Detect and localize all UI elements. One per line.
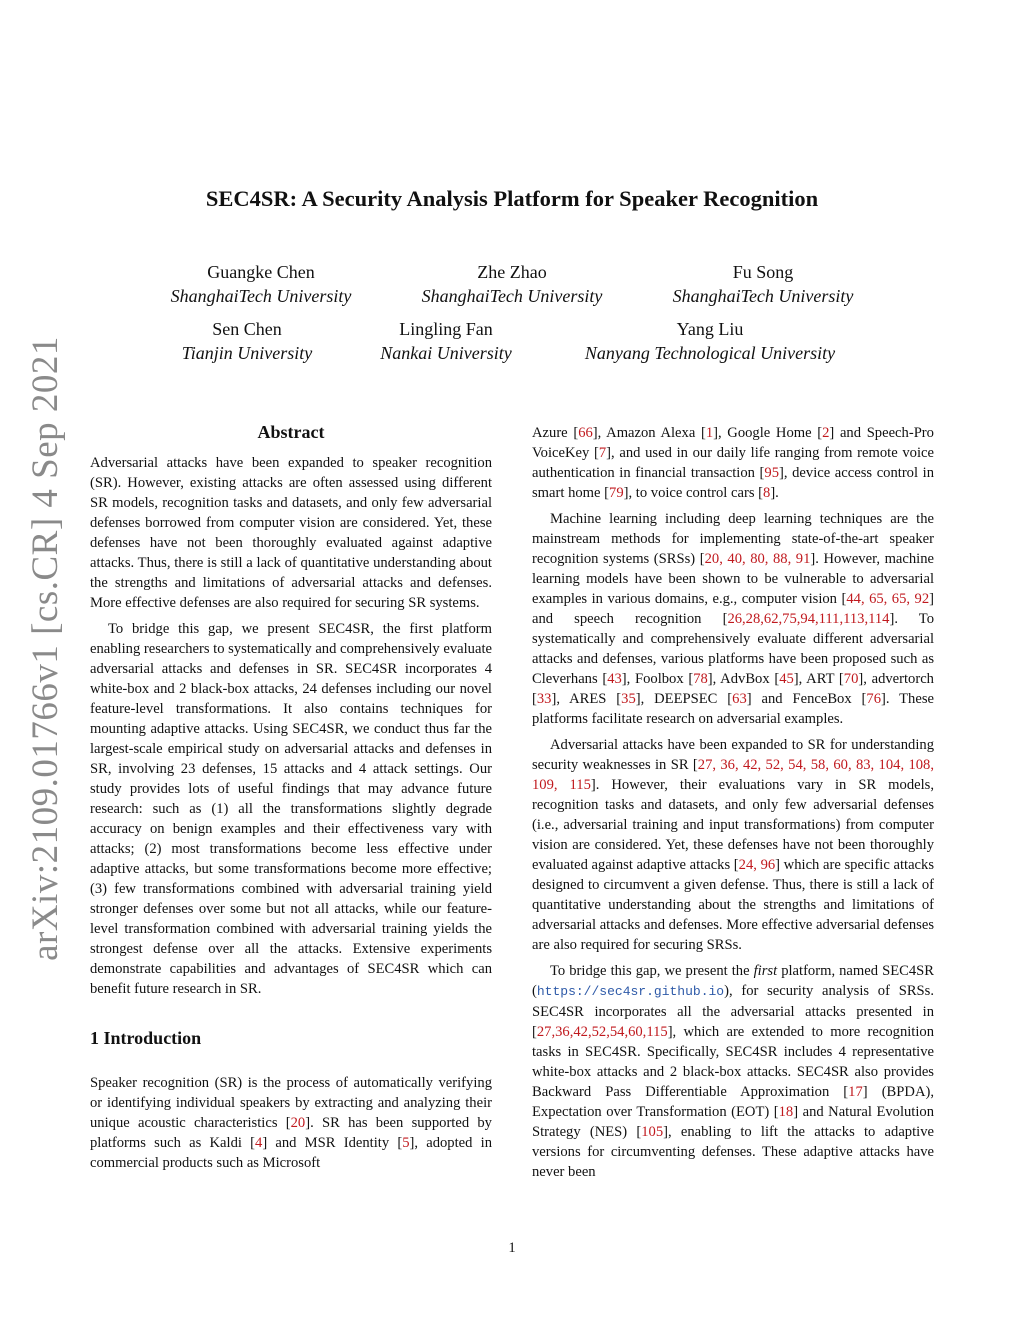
author-name: Sen Chen xyxy=(212,319,282,339)
citation-link[interactable]: 35 xyxy=(621,691,636,707)
citation-link[interactable]: 4 xyxy=(255,1135,263,1151)
citation-link[interactable]: 2 xyxy=(822,425,830,441)
citation-link[interactable]: 95 xyxy=(764,465,779,481)
citation-link[interactable]: 27,36,42,52,54,60,115 xyxy=(536,1024,668,1040)
author-name: Lingling Fan xyxy=(399,319,493,339)
author-block xyxy=(407,260,617,308)
citation-link[interactable]: 70 xyxy=(843,671,859,687)
left-column xyxy=(90,421,492,1179)
citation-link[interactable]: 17 xyxy=(848,1084,863,1100)
author-name: Guangke Chen xyxy=(207,262,315,282)
citation-link[interactable]: 18 xyxy=(778,1104,794,1120)
author-affiliation: Nankai University xyxy=(380,343,512,363)
citation-link[interactable]: 33 xyxy=(536,691,552,707)
author-block xyxy=(167,317,327,365)
body-paragraph: Adversarial attacks have been expanded to SR for understanding security weaknesses in SR [27, 36, 42, 52, 54, 58, 60, 83, 104, 108, 109, 115]. However, their evaluations vary in SR models, recognition tasks and datasets, and only few adversarial defenses (i.e., adversarial training and input transformations) from computer vision are considered. Yet, these defenses have not been thoroughly evaluated against adaptive attacks [24, 96] which are specific attacks designed to circumvent a given defense. Thus, there is still a lack of quantitative understanding about the strengths and limitations of adversarial attacks and defenses. More effective adversarial defenses are also required for securing SRSs. xyxy=(532,737,935,953)
project-url-link[interactable]: https://sec4sr.github.io xyxy=(536,984,725,999)
citation-link[interactable]: 20 xyxy=(290,1115,306,1131)
author-name: Zhe Zhao xyxy=(477,262,547,282)
citation-link[interactable]: 76 xyxy=(866,691,881,707)
citation-link[interactable]: 63 xyxy=(732,691,747,707)
citation-link[interactable]: 43 xyxy=(607,671,622,687)
citation-link[interactable]: 8 xyxy=(763,485,771,501)
citation-link[interactable]: 20, 40, 80, 88, 91 xyxy=(704,551,811,567)
citation-link[interactable]: 78 xyxy=(693,671,708,687)
citation-link[interactable]: 66 xyxy=(578,425,593,441)
emphasis: first xyxy=(753,963,778,979)
author-block xyxy=(366,317,526,365)
intro-paragraph: Speaker recognition (SR) is the process of automatically verifying or identifying individual speakers by extracting and analyzing their unique acoustic characteristics [20]. SR has been supported by platforms such as Kaldi [4] and MSR Identity [5], adopted in commercial products such as Microsoft xyxy=(90,1075,492,1171)
citation-link[interactable]: 24, 96 xyxy=(738,857,776,873)
arxiv-stamp-text: arXiv:2109.01766v1 [cs.CR] 4 Sep 2021 xyxy=(24,335,66,961)
right-column xyxy=(532,423,934,1188)
section-heading: 1 Introduction xyxy=(90,1028,202,1048)
body-paragraph: To bridge this gap, we present the first platform, named SEC4SR (https://sec4sr.github.io), for security analysis of SRSs. SEC4SR incorporates all the adversarial attacks presented in [27,36,42,52,54,60,115], which are extended to more recognition tasks in SEC4SR. Specifically, SEC4SR includes 4 representative white-box attacks and 2 black-box attacks. SEC4SR also provides Backward Pass Differentiable Approximation [17] (BPDA), Expectation over Transformation (EOT) [18] and Natural Evolution Strategy (NES) [105], enabling to lift the attacks to adaptive versions for circumventing defenses. These adaptive attacks have never been xyxy=(532,963,935,1180)
author-block xyxy=(658,260,868,308)
author-block xyxy=(161,260,361,308)
abstract-paragraph: To bridge this gap, we present SEC4SR, the first platform enabling researchers to systematically and comprehensively evaluate adversarial attacks and defenses in SR. SEC4SR incorporates 4 white-box and 2 black-box attacks, 24 defenses including our novel feature-level transformations. It also contains techniques for mounting adaptive attacks. Using SEC4SR, we conduct thus far the largest-scale empirical study on adversarial attacks and defenses in SR, involving 23 defenses, 15 attacks and 4 attack settings. Our study provides lots of useful findings that may advance future research: such as (1) all the transformations slightly degrade accuracy on benign examples and their effectiveness vary with attacks; (2) most transformations become less effective under adaptive attacks, but some transformations become more effective; (3) few transformations combined with adversarial training yield stronger defenses over some but not all attacks, while our feature-level transformation combined with adversarial training yields the strongest defense over all the attacks. Extensive experiments demonstrate capabilities and advantages of SEC4SR which can benefit future research in SR. xyxy=(90,621,492,997)
citation-link[interactable]: 1 xyxy=(705,425,714,441)
author-name: Yang Liu xyxy=(676,319,744,339)
author-block xyxy=(565,317,855,365)
citation-link[interactable]: 105 xyxy=(641,1124,664,1140)
citation-link[interactable]: 27, 36, 42, 52, 54, 58, 60, 83, 104, 108, 109, 115 xyxy=(532,757,934,793)
citation-link[interactable]: 79 xyxy=(609,485,624,501)
page-number: 1 xyxy=(508,1240,516,1256)
author-affiliation: ShanghaiTech University xyxy=(170,286,352,306)
author-affiliation: Tianjin University xyxy=(181,343,313,363)
citation-link[interactable]: 7 xyxy=(598,445,607,461)
author-affiliation: Nanyang Technological University xyxy=(584,343,836,363)
citation-link[interactable]: 26,28,62,75,94,111,113,114 xyxy=(727,611,890,627)
body-paragraph: Azure [66], Amazon Alexa [1], Google Home [2] and Speech-Pro VoiceKey [7], and used in our daily life ranging from remote voice authentication in financial transaction [95], device access control in smart home [79], to voice control cars [8]. xyxy=(532,425,934,501)
paper-title: SEC4SR: A Security Analysis Platform for Speaker Recognition xyxy=(205,186,819,211)
author-name: Fu Song xyxy=(732,262,794,282)
citation-link[interactable]: 5 xyxy=(402,1135,410,1151)
abstract-paragraph: Adversarial attacks have been expanded to speaker recognition (SR). However, existing attacks are often assessed using different SR models, recognition tasks and datasets, and only few adversarial defenses borrowed from computer vision are considered. Yet, these defenses have not been thoroughly evaluated against adaptive attacks. Thus, there is still a lack of quantitative understanding about the strengths and limitations of adversarial attacks and defenses. More effective defenses are also required for securing SR systems. xyxy=(90,455,492,611)
author-affiliation: ShanghaiTech University xyxy=(421,286,603,306)
body-paragraph: Machine learning including deep learning techniques are the mainstream methods for implementing state-of-the-art speaker recognition systems (SRSs) [20, 40, 80, 88, 91]. However, machine learning models have been shown to be vulnerable to adversarial examples in various domains, e.g., computer vision [44, 65, 65, 92] and speech recognition [26,28,62,75,94,111,113,114]. To systematically and comprehensively evaluate different adversarial attacks and defenses, various platforms have been proposed such as Cleverhans [43], Foolbox [78], AdvBox [45], ART [70], advertorch [33], ARES [35], DEEPSEC [63] and FenceBox [76]. These platforms facilitate research on adversarial examples. xyxy=(532,511,935,727)
citation-link[interactable]: 44, 65, 65, 92 xyxy=(846,591,930,607)
abstract-heading: Abstract xyxy=(257,422,325,442)
author-affiliation: ShanghaiTech University xyxy=(672,286,854,306)
arxiv-stamp xyxy=(22,335,68,961)
citation-link[interactable]: 45 xyxy=(779,671,794,687)
